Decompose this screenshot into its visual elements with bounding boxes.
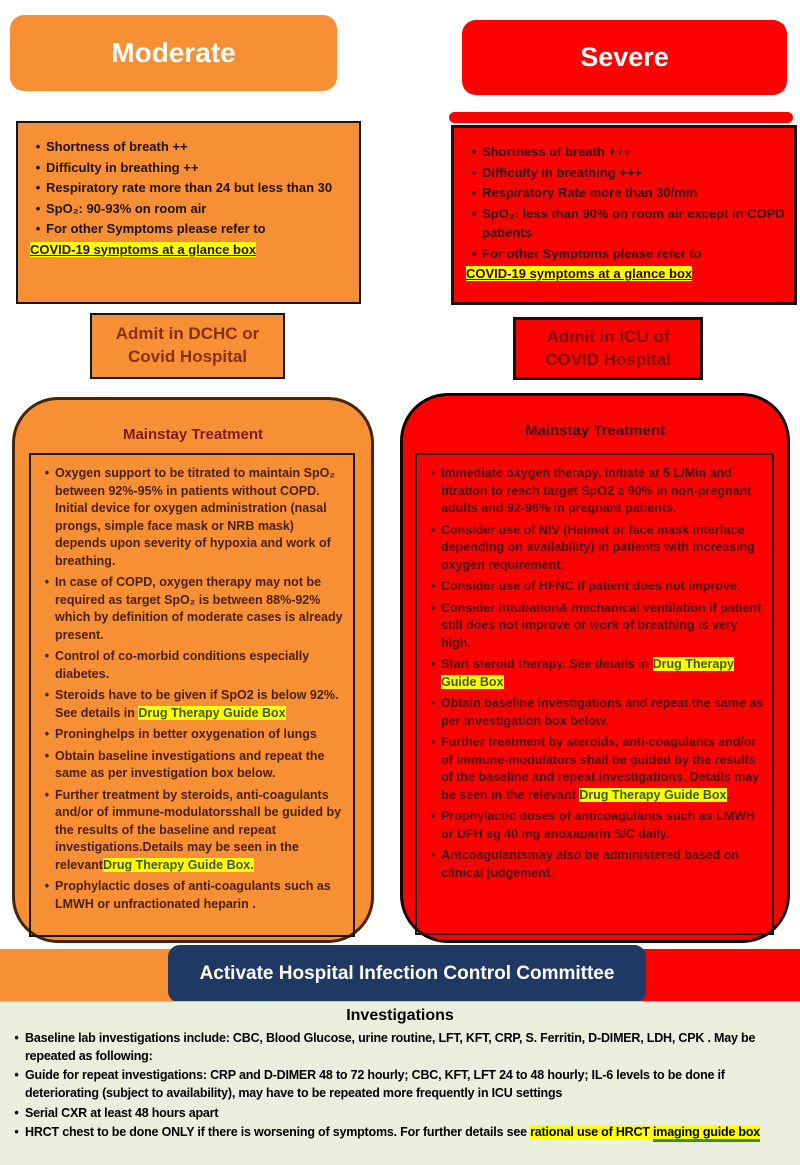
moderate-header-label: Moderate [111,37,236,68]
list-item-text [25,1066,792,1102]
severe-header [462,20,787,95]
bullet-marker: • [430,809,436,823]
list-item-text [55,648,346,683]
list-item-text [46,137,351,157]
list-item [39,787,346,875]
list-item-text [482,204,786,243]
bullet-marker: • [44,879,50,893]
highlighted-reference: Drug Therapy Guide Box [138,705,286,720]
list-item-text [30,242,256,257]
severe-mainstay-container [400,393,790,943]
highlighted-reference: COVID-19 symptoms at a glance box [466,266,693,281]
list-item [425,656,765,691]
text-segment: Serial CXR at least 48 hours apart [25,1105,219,1120]
list-item-text [55,574,346,644]
bullet-marker: • [44,649,50,663]
text-segment: Immediate oxygen therapy, initiate at 5 L/Min and titration to reach target SpO2 ≥ 90% in non-pregnant adults and 92-96% in pregnant patients. [441,466,752,515]
bullet-marker: • [471,205,477,221]
text-segment: Shortness of breath +++ [482,144,632,159]
list-item [39,878,346,913]
highlighted-reference: rational use of HRCT [530,1124,654,1139]
text-segment: Consider intubation& mechanical ventilation if patient still does not improve or work of breathing is very high. [441,600,762,650]
text-segment: Further treatment by steroids, anti-coagulants and/or of immune-modulators shall be guided by the results of the baseline and repeat investigations. Details may be seen in the relevant [441,735,760,802]
list-item [39,726,346,744]
bullet-marker: • [35,139,41,154]
list-item-text [441,465,765,518]
list-item [425,465,765,518]
highlighted-reference: Drug Therapy Guide Box [441,657,734,689]
list-item [30,178,351,198]
moderate-symptoms-box [16,121,361,304]
bullet-marker: • [430,522,436,537]
investigations-list [8,1029,792,1141]
severe-header-label: Severe [580,42,669,72]
list-item [39,748,346,783]
list-item [39,648,346,683]
bullet-marker: • [14,1124,19,1139]
list-item-text [441,847,765,882]
list-item [39,687,346,722]
highlighted-reference: Drug Therapy Guide Box [579,787,727,802]
list-item-text [55,726,346,744]
severe-symptoms-box [451,125,797,305]
bullet-marker: • [430,579,436,593]
text-segment: Baseline lab investigations include: CBC, Blood Glucose, urine routine, LFT, KFT, CRP, S. Ferritin, D-DIMER, LDH, CPK . May be repeated as following: [25,1031,756,1064]
text-segment: Prophylactic doses of anti-coagulants such as LMWH or unfractionated heparin . [55,879,331,911]
text-segment: In case of COPD, oxygen therapy may not be required as target SpO₂ is between 88%-92% which by definition of moderate cases is already present. [55,575,343,642]
bullet-marker: • [430,657,436,671]
text-segment: Guide for repeat investigations: CRP and D-DIMER 48 to 72 hourly; CBC, KFT, LFT 24 to 48 hourly; IL-6 levels to be done if deteriorating (subject to availability), may have to be repeated more frequently in ICU settings [25,1068,725,1101]
text-segment: SpO₂: 90-93% on room air [46,200,207,216]
severe-admit-box [513,317,703,380]
bullet-marker: • [471,245,477,261]
list-item [8,1104,792,1122]
severe-mainstay-title: Mainstay Treatment [524,422,666,439]
list-item-text [482,163,786,183]
list-item-text [55,878,346,913]
text-segment: Start steroid therapy. See details in [441,657,653,671]
bullet-marker: • [44,727,50,741]
list-item [425,522,765,575]
list-item [8,1066,792,1102]
list-item-text [25,1104,792,1122]
highlighted-reference: Drug Therapy Guide Box. [102,857,254,872]
text-segment: Consider use of NIV (Helmet or face mask interface depending on availability) in patients with increasing oxygen requirement. [441,522,755,572]
list-item [466,244,786,264]
list-item-text [482,244,786,264]
highlighted-reference: imaging guide box [653,1125,760,1142]
moderate-treatment-box [29,453,355,937]
severe-treatment-box [415,453,774,935]
text-segment: Steroids have to be given if SpO2 is below 92%. See details in [55,688,339,720]
list-item-text [25,1123,792,1141]
list-item [30,137,351,157]
list-item [466,142,786,162]
list-item-text [46,178,351,198]
list-item [466,204,786,243]
bullet-marker: • [471,164,477,180]
list-item-text [25,1029,792,1065]
text-segment: Consider use of HFNC if patient does not improve. [441,579,741,593]
text-segment: Difficulty in breathing ++ [46,159,199,175]
bullet-marker: • [430,848,436,862]
bullet-marker: • [35,221,41,236]
list-item [425,600,765,653]
list-item-text [482,142,786,162]
list-item [425,734,765,804]
infection-control-banner-label: Activate Hospital Infection Control Committee [199,963,615,984]
bullet-marker: • [14,1068,19,1083]
text-segment: Prophylactic doses of anticoagulants such as LMWH or UFH eg 40 mg enoxaparin S/C daily. [441,809,755,841]
list-item [39,574,346,644]
list-item-text [55,465,346,570]
investigations-section [0,1001,800,1165]
list-item-text [55,787,346,875]
moderate-header [10,15,337,91]
list-item [30,199,351,219]
list-item [39,465,346,570]
bullet-marker: • [35,200,41,216]
bullet-marker: • [471,144,477,159]
list-item-text [441,808,765,843]
list-item-text [46,219,351,239]
text-segment: . [726,787,730,802]
severe-admit-line2: COVID Hospital [545,349,671,369]
highlighted-reference: COVID-19 symptoms at a glance box [30,241,257,257]
text-segment: Further treatment by steroids, anti-coagulants and/or of immune-modulatorsshall be guided by the results of the baseline and repeat investigations.Details may be seen in the relevant [55,787,342,872]
severe-admit-line1: Admit in ICU of [546,326,670,346]
text-segment: Proninghelps in better oxygenation of lungs [55,727,317,741]
list-item-text [441,578,765,596]
text-segment: Obtain baseline investigations and repeat the same as per investigation box below. [441,696,764,728]
list-item-text [482,183,786,203]
list-item-text [441,695,765,730]
list-item [30,219,351,239]
list-item-text [55,687,346,722]
list-item-text [46,199,351,219]
list-item-text [55,748,346,783]
list-item [466,163,786,183]
list-item [30,240,351,260]
text-segment: For other Symptoms please refer to [46,221,266,236]
text-segment: Obtain baseline investigations and repeat the same as per investigation box below. [55,748,325,780]
list-item [425,695,765,730]
text-segment: Shortness of breath ++ [46,139,188,154]
list-item [466,264,786,284]
text-segment: HRCT chest to be done ONLY if there is worsening of symptoms. For further details see [25,1124,531,1139]
text-segment: Oxygen support to be titrated to maintain SpO₂ between 92%-95% in patients without COPD. Initial device for oxygen administration (nasal prongs, simple face mask or NRB mask) depends upon severity of hypoxia and work of breathing. [55,466,335,568]
bullet-marker: • [44,787,50,802]
bullet-marker: • [44,748,50,763]
bullet-marker: • [35,159,41,175]
text-segment: Control of co-morbid conditions especially diabetes. [55,649,310,681]
list-item [30,158,351,178]
moderate-admit-box [90,313,285,379]
list-item-text [46,158,351,178]
bullet-marker: • [44,688,50,702]
list-item [425,847,765,882]
bullet-marker: • [44,466,50,480]
list-item-text [441,522,765,575]
text-segment: Antcoagulantsmay also be administered based on clinical judgement. [441,848,739,880]
text-segment: Difficulty in breathing +++ [482,164,642,180]
list-item [8,1029,792,1065]
bullet-marker: • [44,575,50,589]
bullet-marker: • [430,735,436,749]
list-item-text [441,600,765,653]
bullet-marker: • [430,696,436,710]
severe-divider-bar [449,112,793,123]
text-segment: Respiratory rate more than 24 but less than 30 [46,180,333,195]
bullet-marker: • [430,600,436,615]
infection-control-banner [168,945,646,1003]
bullet-marker: • [14,1031,19,1045]
investigations-title: Investigations [346,1007,454,1024]
moderate-admit-line1: Admit in DCHC or [115,324,260,344]
bullet-marker: • [430,466,436,480]
moderate-mainstay-title: Mainstay Treatment [122,426,264,443]
bullet-marker: • [14,1105,19,1120]
list-item-text [466,266,692,281]
list-item [425,578,765,596]
moderate-mainstay-container [12,397,374,943]
list-item [425,808,765,843]
text-segment: Respiratory Rate more than 30/min [482,185,698,200]
list-item-text [441,656,765,691]
text-segment: For other Symptoms please refer to [482,245,702,261]
text-segment: SpO₂: less than 90% on room air except in COPD patients [482,205,785,240]
moderate-admit-line2: Covid Hospital [127,347,247,366]
bullet-marker: • [35,180,41,195]
list-item [466,183,786,203]
list-item [8,1123,792,1141]
bullet-marker: • [471,185,477,200]
list-item-text [441,734,765,804]
